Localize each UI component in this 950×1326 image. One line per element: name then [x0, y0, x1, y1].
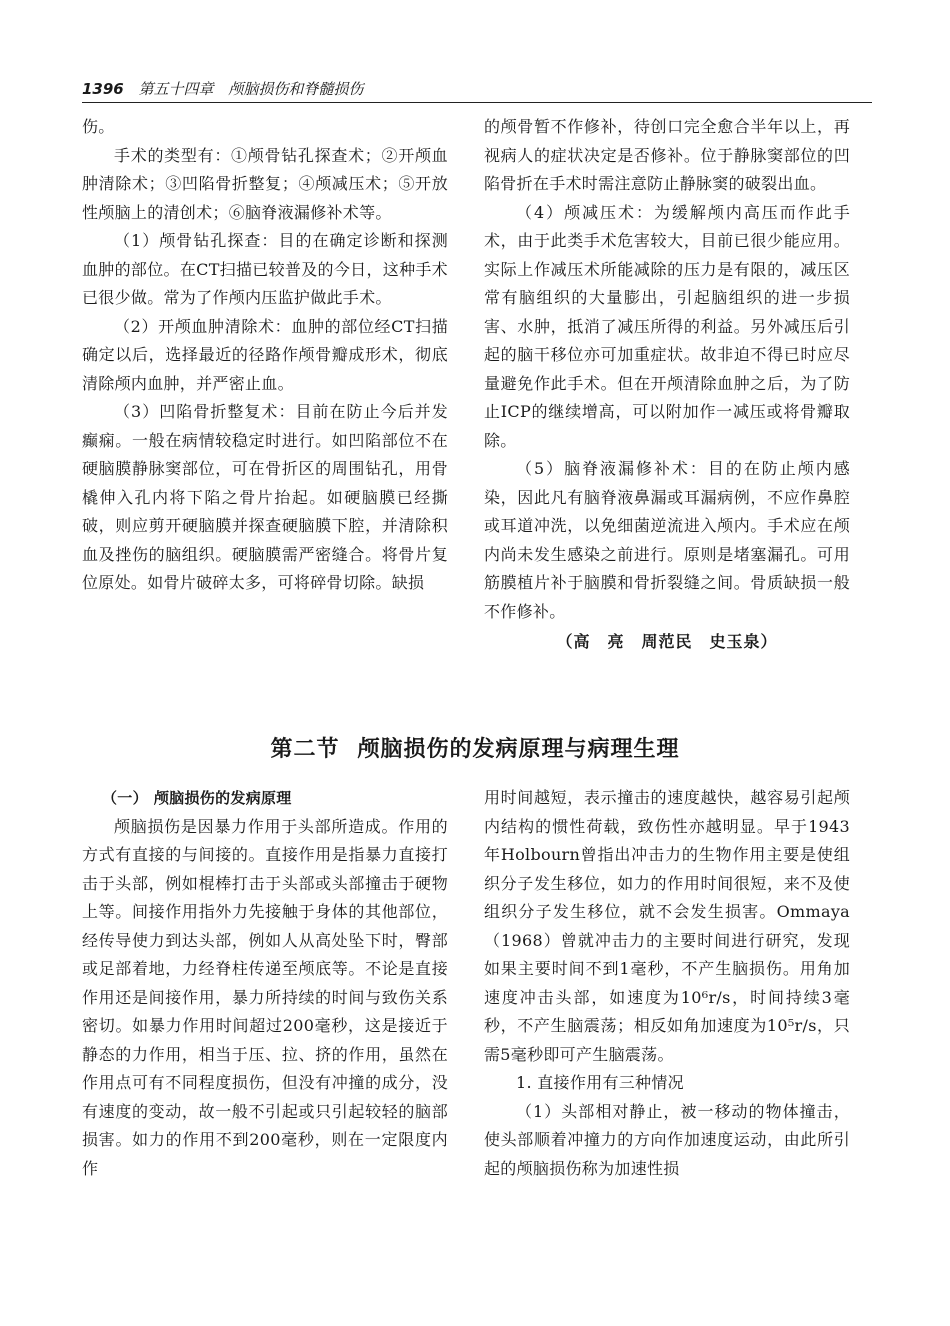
paragraph: （1）头部相对静止，被一移动的物体撞击，使头部顺着冲撞力的方向作加速度运动，由此所引起的颅脑损伤称为加速性损: [484, 1101, 850, 1178]
paragraph: （5）脑脊液漏修补术：目的在防止颅内感染，因此凡有脑脊液鼻漏或耳漏病例，不应作鼻腔或耳道冲洗，以免细菌逆流进入颅内。手术应在颅内尚未发生感染之前进行。原则是堵塞漏孔。可用筋膜植片补于脑膜和骨折裂缝之间。骨质缺损一般不作修补。: [484, 459, 850, 621]
paragraph: （4）颅减压术：为缓解颅内高压而作此手术，由于此类手术危害较大，目前已很少能应用。实际上作减压术所能减除的压力是有限的，减压区常有脑组织的大量膨出，引起脑组织的进一步损害、水肿，抵消了减压所得的利益。另外减压后引起的脑干移位亦可加重症状。故非迫不得已时应尽量避免作此手术。但在开颅清除血肿之后，为了防止ICP的继续增高，可以附加作一减压或将骨瓣取除。: [484, 202, 850, 450]
paragraph: 的颅骨暂不作修补，待创口完全愈合半年以上，再视病人的症状决定是否修补。位于静脉窦部位的凹陷骨折在手术时需注意防止静脉窦的破裂出血。: [484, 117, 850, 193]
author-credits: （高 亮 周范民 史玉泉）: [556, 632, 778, 651]
section-number: 第二节: [270, 737, 340, 762]
column-top-right: [484, 113, 850, 657]
subsection-number: （一）: [102, 789, 148, 807]
paragraph: 颅脑损伤是因暴力作用于头部所造成。作用的方式有直接的与间接的。直接作用是指暴力直接打击于头部，例如棍棒打击于头部或头部撞击于硬物上等。间接作用指外力先接触于身体的其他部位，经传导使力到达头部，例如人从高处坠下时，臀部或足部着地，力经脊柱传递至颅底等。不论是直接作用还是间接作用，暴力所持续的时间与致伤关系密切。如暴力作用时间超过200毫秒，这是接近于静态的力作用，相当于压、拉、挤的作用，虽然在作用点可有不同程度损伤，但没有冲撞的成分，没有速度的变动，故一般不引起或只引起较轻的脑部损害。如力的作用不到200毫秒，则在一定限度内作: [82, 816, 448, 1178]
page-number: 1396: [82, 80, 124, 98]
paragraph: 1. 直接作用有三种情况: [516, 1073, 684, 1092]
column-top-left: [82, 113, 448, 598]
subsection-heading: [82, 784, 448, 813]
paragraph: （1）颅骨钻孔探查：目的在确定诊断和探测血肿的部位。在CT扫描已较普及的今日，这种手术已很少做。常为了作颅内压监护做此手术。: [82, 231, 448, 307]
section-heading: [0, 732, 950, 763]
subsection-title: 颅脑损伤的发病原理: [153, 789, 292, 807]
running-header: [82, 78, 872, 103]
paragraph: （2）开颅血肿清除术：血肿的部位经CT扫描确定以后，选择最近的径路作颅骨瓣成形术，彻底清除颅内血肿，并严密止血。: [82, 316, 448, 393]
column-bottom-right: [484, 784, 850, 1183]
chapter-title: 颅脑损伤和脊髓损伤: [228, 80, 364, 98]
column-bottom-left: [82, 784, 448, 1183]
chapter-number: 第五十四章: [138, 80, 214, 98]
paragraph: 伤。: [82, 117, 115, 136]
paragraph: 手术的类型有：①颅骨钻孔探查术；②开颅血肿清除术；③凹陷骨折整复；④颅减压术；⑤开放性颅脑上的清创术；⑥脑脊液漏修补术等。: [82, 145, 448, 222]
paragraph: 用时间越短，表示撞击的速度越快，越容易引起颅内结构的惯性荷载，致伤性亦越明显。早于1943年Holbourn曾指出冲击力的生物作用主要是使组织分子发生移位，如力的作用时间很短，来不及使组织分子发生移位，就不会发生损害。Ommaya（1968）曾就冲击力的主要时间进行研究，发现如果主要时间不到1毫秒，不产生脑损伤。用角加速度冲击头部，如速度为10⁶r/s，时间持续3毫秒，不产生脑震荡；相反如角加速度为10⁵r/s，只需5毫秒即可产生脑震荡。: [484, 788, 850, 1064]
section-title: 颅脑损伤的发病原理与病理生理: [357, 737, 680, 762]
paragraph: （3）凹陷骨折整复术：目前在防止今后并发癫痫。一般在病情较稳定时进行。如凹陷部位不在硬脑膜静脉窦部位，可在骨折区的周围钻孔，用骨橇伸入孔内将下陷之骨片抬起。如硬脑膜已经撕破，则应剪开硬脑膜并探查硬脑膜下腔，并清除积血及挫伤的脑组织。硬脑膜需严密缝合。将骨片复位原处。如骨片破碎太多，可将碎骨切除。缺损: [82, 402, 448, 592]
